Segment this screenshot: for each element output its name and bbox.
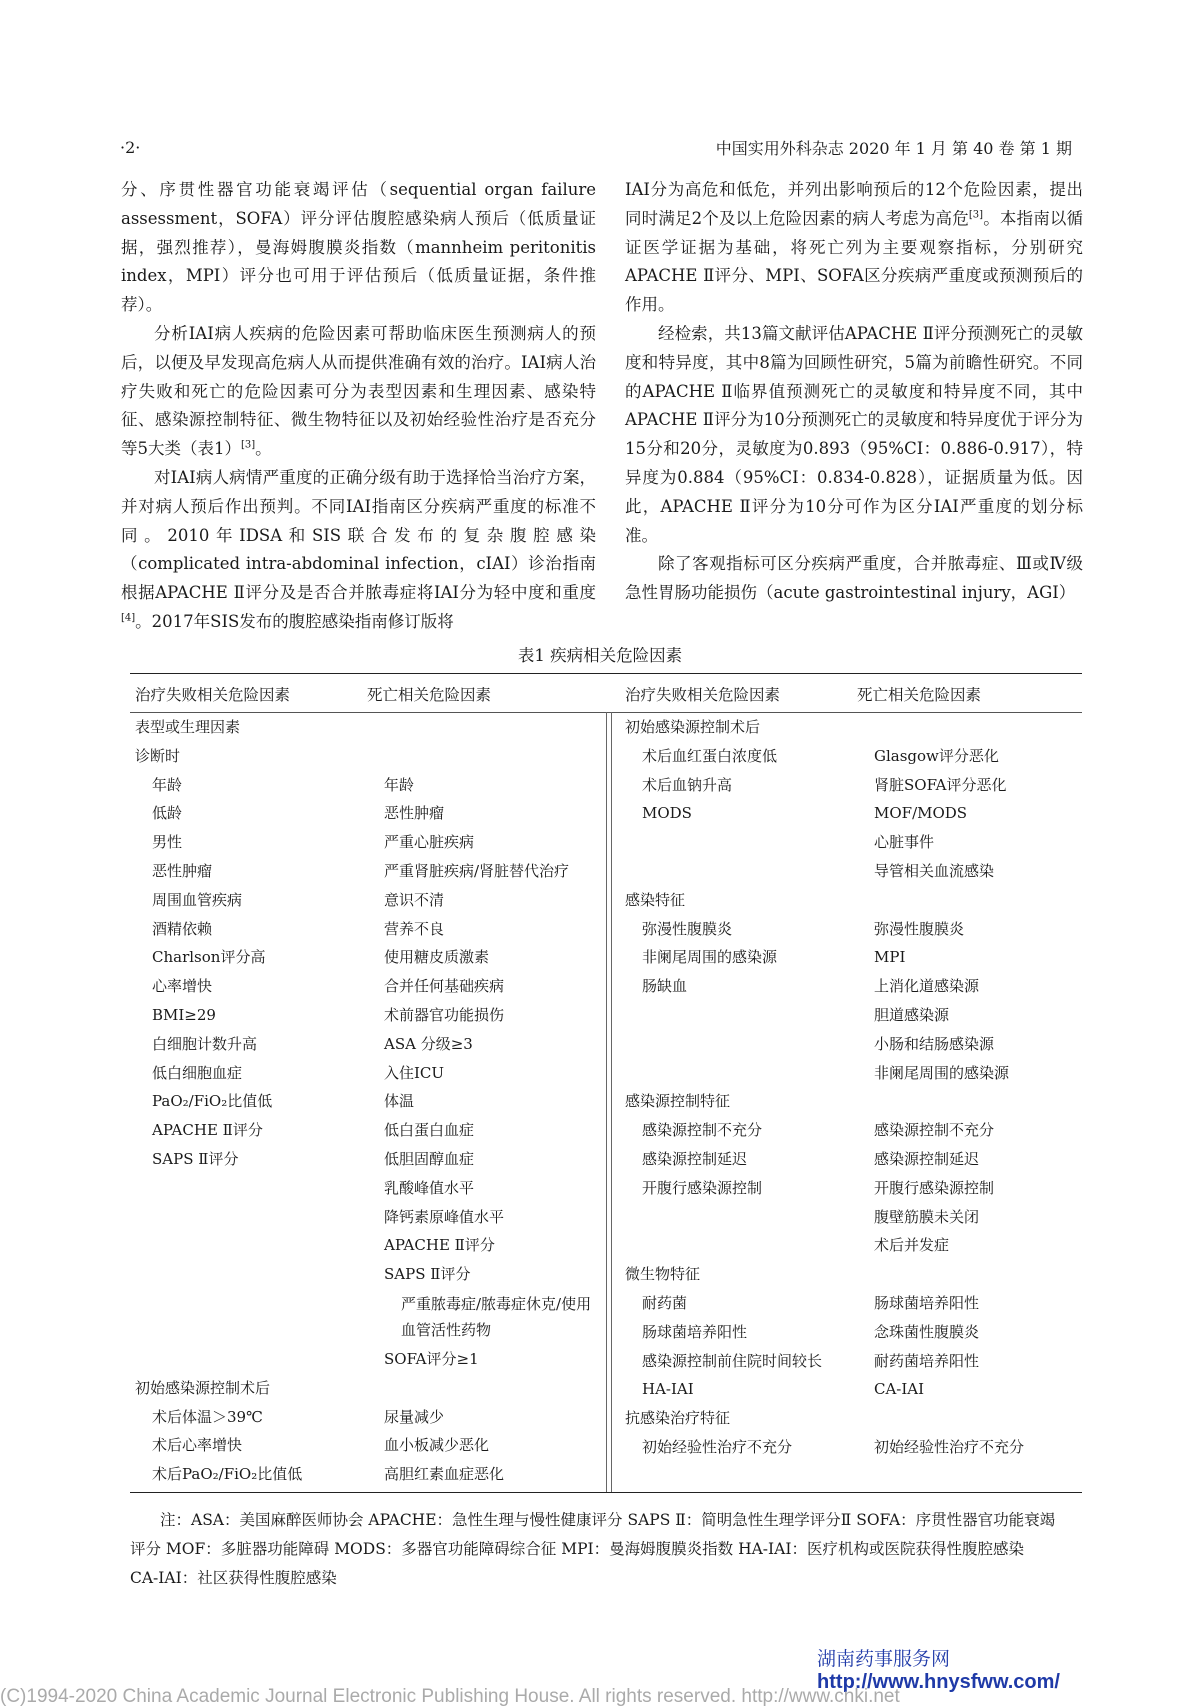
note-line: 评分 MOF：多脏器功能障碍 MODS：多器官功能障碍综合征 MPI：曼海姆腹膜炎指数 HA-IAI：医疗机构或医院获得性腹腔感染: [130, 1540, 1024, 1558]
table-row: [625, 1404, 1080, 1433]
death-risk-cell: 感染源控制不充分: [874, 1121, 995, 1140]
failure-risk-cell: 抗感染治疗特征: [625, 1409, 731, 1428]
table-row: [135, 799, 595, 828]
table-row: [135, 1030, 595, 1059]
death-risk-cell: 胆道感染源: [874, 1005, 950, 1024]
death-risk-cell: 年龄: [384, 775, 415, 794]
failure-risk-cell: MODS: [642, 804, 692, 823]
table-row: [135, 771, 595, 800]
table-row: [625, 713, 1080, 742]
failure-risk-cell: [625, 828, 874, 857]
death-risk-cell: 念珠菌性腹膜炎: [874, 1322, 980, 1341]
failure-risk-cell: 低白细胞血症: [152, 1063, 243, 1082]
failure-risk-cell: 肠缺血: [642, 977, 688, 996]
table-row: [135, 1289, 595, 1345]
note-line: CA-IAI：社区获得性腹腔感染: [130, 1569, 337, 1587]
death-risk-cell: 严重脓毒症/脓毒症休克/使用血管活性药物: [401, 1294, 592, 1339]
failure-risk-cell: 感染源控制特征: [625, 1092, 731, 1111]
failure-risk-cell: 感染源控制不充分: [642, 1121, 763, 1140]
paragraph: 除了客观指标可区分疾病严重度，合并脓毒症、Ⅲ或Ⅳ级急性胃肠功能损伤（acute gastrointestinal injury，AGI）: [625, 554, 1083, 603]
failure-risk-cell: 心率增快: [152, 977, 213, 996]
table-row: [135, 1231, 595, 1260]
death-risk-cell: 感染源控制延迟: [874, 1149, 980, 1168]
death-risk-cell: 营养不良: [384, 919, 445, 938]
failure-risk-cell: 年龄: [152, 775, 183, 794]
table-row: [625, 1059, 1080, 1088]
death-risk-cell: [857, 713, 1080, 742]
table-row: [135, 1460, 595, 1489]
death-risk-cell: MOF/MODS: [874, 804, 968, 823]
death-risk-cell: 上消化道感染源: [874, 977, 980, 996]
failure-risk-cell: 周围血管疾病: [152, 890, 243, 909]
failure-risk-cell: 微生物特征: [625, 1265, 701, 1284]
failure-risk-cell: 初始感染源控制术后: [135, 1378, 271, 1397]
failure-risk-cell: 低龄: [152, 804, 183, 823]
failure-risk-cell: 术后心率增快: [152, 1436, 243, 1455]
table-row: [135, 915, 595, 944]
journal-header: 中国实用外科杂志 2020 年 1 月 第 40 卷 第 1 期: [715, 139, 1072, 158]
table-row: [625, 1030, 1080, 1059]
failure-risk-cell: [135, 1345, 384, 1374]
death-risk-cell: 术后并发症: [874, 1236, 950, 1255]
failure-risk-cell: 弥漫性腹膜炎: [642, 919, 733, 938]
citation[interactable]: [3]: [968, 209, 984, 221]
death-risk-cell: 合并任何基础疾病: [384, 977, 505, 996]
table-left-half: [135, 713, 595, 1489]
table-row: [135, 1001, 595, 1030]
table-caption: 表1 疾病相关危险因素: [517, 646, 683, 665]
death-risk-cell: 非阑尾周围的感染源: [874, 1063, 1010, 1082]
column-divider: [606, 712, 612, 1492]
failure-risk-cell: [135, 1203, 384, 1232]
failure-risk-cell: 感染源控制延迟: [642, 1149, 748, 1168]
table-row: [135, 1059, 595, 1088]
table-row: [135, 1087, 595, 1116]
col-header: 死亡相关危险因素: [367, 686, 492, 704]
failure-risk-cell: 诊断时: [135, 746, 181, 765]
table-row: [625, 857, 1080, 886]
col-header: 治疗失败相关危险因素: [135, 686, 291, 704]
death-risk-cell: SAPS Ⅱ评分: [384, 1265, 471, 1284]
death-risk-cell: APACHE Ⅱ评分: [384, 1236, 495, 1255]
death-risk-cell: 体温: [384, 1092, 415, 1111]
table-row: [135, 943, 595, 972]
death-risk-cell: 小肠和结肠感染源: [874, 1034, 995, 1053]
table-row: [135, 742, 595, 771]
table-note: [130, 1506, 1082, 1593]
col-header: 死亡相关危险因素: [857, 686, 982, 704]
table-row: [625, 1231, 1080, 1260]
failure-risk-cell: 酒精依赖: [152, 919, 213, 938]
table-row: [625, 771, 1080, 800]
death-risk-cell: 降钙素原峰值水平: [384, 1207, 505, 1226]
death-risk-cell: 严重肾脏疾病/肾脏替代治疗: [384, 861, 570, 880]
table-row: [625, 972, 1080, 1001]
death-risk-cell: [367, 742, 595, 771]
failure-risk-cell: [135, 1260, 384, 1289]
paragraph: 分、序贯性器官功能衰竭评估（sequential organ failure assessment，SOFA）评分评估腹腔感染病人预后（低质量证据，强烈推荐），曼海姆腹膜炎指数（mannheim peritonitis index，MPI）评分也可用于评估预后（低质量证据，条件推荐）。: [121, 180, 596, 315]
paragraph: 经检索，共13篇文献评估APACHE Ⅱ评分预测死亡的灵敏度和特异度，其中8篇为回顾性研究，5篇为前瞻性研究。不同的APACHE Ⅱ临界值预测死亡的灵敏度和特异度不同，其中APACHE Ⅱ评分为10分预测死亡的灵敏度和特异度优于评分为15分和20分，灵敏度为0.893（95%CI：0.886-0.917），特异度为0.884（95%CI：0.834-0.828），证据质量为低。因此，APACHE Ⅱ评分为10分可作为区分IAI严重度的划分标准。: [625, 323, 1083, 545]
table-row: [135, 857, 595, 886]
death-risk-cell: 肾脏SOFA评分恶化: [874, 775, 1007, 794]
death-risk-cell: 腹壁筋膜未关闭: [874, 1207, 980, 1226]
death-risk-cell: 尿量减少: [384, 1407, 445, 1426]
death-risk-cell: [857, 1404, 1080, 1433]
death-risk-cell: MPI: [874, 948, 906, 967]
copyright-footer: (C)1994-2020 China Academic Journal Electronic Publishing House. All rights reserved. http://www.cnki.net: [0, 1686, 900, 1707]
death-risk-cell: 低白蛋白血症: [384, 1121, 475, 1140]
table-row: [625, 1116, 1080, 1145]
death-risk-cell: 耐药菌培养阳性: [874, 1351, 980, 1370]
failure-risk-cell: 感染特征: [625, 890, 686, 909]
watermark-url[interactable]: http://www.hnysfww.com/: [817, 1671, 1060, 1693]
col-header: 治疗失败相关危险因素: [625, 686, 781, 704]
failure-risk-cell: BMI≥29: [152, 1005, 216, 1024]
death-risk-cell: 低胆固醇血症: [384, 1149, 475, 1168]
failure-risk-cell: [625, 1030, 874, 1059]
table-row: [625, 1318, 1080, 1347]
failure-risk-cell: 白细胞计数升高: [152, 1034, 258, 1053]
table-row: [135, 1345, 595, 1374]
citation[interactable]: [4]: [121, 612, 136, 624]
table-row: [625, 1289, 1080, 1318]
table-row: [135, 1174, 595, 1203]
table-row: [135, 1116, 595, 1145]
table-row: [625, 1347, 1080, 1376]
table-row: [135, 1403, 595, 1432]
failure-risk-cell: [625, 1203, 874, 1232]
table-row: [625, 1260, 1080, 1289]
table-row: [135, 1203, 595, 1232]
failure-risk-cell: 肠球菌培养阳性: [642, 1322, 748, 1341]
paragraph: 对IAI病人病情严重度的正确分级有助于选择恰当治疗方案，并对病人预后作出预判。不同IAI指南区分疾病严重度的标准不同。2010年IDSA和SIS联合发布的复杂腹腔感染（complicated intra-abdominal infection，cIAI）诊治指南根据APACHE Ⅱ评分及是否合并脓毒症将IAI分为轻中度和重度[4]。2017年SIS发布的腹腔感染指南修订版将: [121, 467, 596, 631]
table-row: [135, 886, 595, 915]
table-row: [625, 943, 1080, 972]
death-risk-cell: 意识不清: [384, 890, 445, 909]
failure-risk-cell: 表型或生理因素: [135, 718, 241, 736]
death-risk-cell: 开腹行感染源控制: [874, 1178, 995, 1197]
failure-risk-cell: 男性: [152, 833, 183, 852]
failure-risk-cell: 术后PaO₂/FiO₂比值低: [152, 1465, 303, 1484]
death-risk-cell: 恶性肿瘤: [384, 804, 445, 823]
death-risk-cell: 术前器官功能损伤: [384, 1005, 505, 1024]
failure-risk-cell: 非阑尾周围的感染源: [642, 948, 778, 967]
death-risk-cell: [367, 1374, 595, 1403]
death-risk-cell: 肠球菌培养阳性: [874, 1293, 980, 1312]
failure-risk-cell: [135, 1174, 384, 1203]
paragraph: 分析IAI病人疾病的危险因素可帮助临床医生预测病人的预后，以便及早发现高危病人从而提供准确有效的治疗。IAI病人治疗失败和死亡的危险因素可分为表型因素和生理因素、感染特征、感染源控制特征、微生物特征以及初始经验性治疗是否充分等5大类（表1）[3]。: [121, 323, 596, 459]
failure-risk-cell: 初始感染源控制术后: [625, 718, 761, 736]
paragraph: IAI分为高危和低危，并列出影响预后的12个危险因素，提出同时满足2个及以上危险因素的病人考虑为高危[3]。本指南以循证医学证据为基础，将死亡列为主要观察指标，分别研究APACHE Ⅱ评分、MPI、SOFA区分疾病严重度或预测预后的作用。: [625, 180, 1084, 315]
table-row: [135, 1145, 595, 1174]
death-risk-cell: 血小板减少恶化: [384, 1436, 490, 1455]
death-risk-cell: 心脏事件: [874, 833, 935, 852]
watermark-name: 湖南药事服务网: [817, 1648, 951, 1670]
failure-risk-cell: SAPS Ⅱ评分: [152, 1149, 239, 1168]
failure-risk-cell: 耐药菌: [642, 1293, 688, 1312]
death-risk-cell: 严重心脏疾病: [384, 833, 475, 852]
death-risk-cell: SOFA评分≥1: [384, 1349, 479, 1368]
failure-risk-cell: [625, 1231, 874, 1260]
table-row: [135, 1260, 595, 1289]
table-row: [135, 1374, 595, 1403]
death-risk-cell: Glasgow评分恶化: [874, 746, 999, 765]
table-row: [625, 828, 1080, 857]
failure-risk-cell: HA-IAI: [642, 1380, 694, 1399]
table-row: [135, 828, 595, 857]
death-risk-cell: 初始经验性治疗不充分: [874, 1437, 1025, 1456]
death-risk-cell: [857, 1260, 1080, 1289]
failure-risk-cell: 术后血钠升高: [642, 775, 733, 794]
table-row: [625, 799, 1080, 828]
note-line: 注：ASA：美国麻醉医师协会 APACHE：急性生理与慢性健康评分 SAPS Ⅱ：简明急性生理学评分Ⅱ SOFA：序贯性器官功能衰竭: [160, 1511, 1056, 1529]
death-risk-cell: 乳酸峰值水平: [384, 1178, 475, 1197]
failure-risk-cell: PaO₂/FiO₂比值低: [152, 1092, 273, 1111]
failure-risk-cell: APACHE Ⅱ评分: [152, 1121, 263, 1140]
death-risk-cell: 使用糖皮质激素: [384, 948, 490, 967]
death-risk-cell: CA-IAI: [874, 1380, 925, 1399]
failure-risk-cell: 术后体温＞39℃: [152, 1407, 263, 1426]
table-row: [625, 1433, 1080, 1462]
table-row: [625, 886, 1080, 915]
table-row: [625, 1203, 1080, 1232]
failure-risk-cell: [625, 1001, 874, 1030]
death-risk-cell: [367, 713, 595, 742]
death-risk-cell: 高胆红素血症恶化: [384, 1465, 505, 1484]
failure-risk-cell: [625, 857, 874, 886]
death-risk-cell: ASA 分级≥3: [384, 1034, 473, 1053]
failure-risk-cell: [625, 1059, 874, 1088]
failure-risk-cell: [135, 1289, 384, 1345]
table-row: [625, 1174, 1080, 1203]
table-row: [135, 1431, 595, 1460]
death-risk-cell: [857, 886, 1080, 915]
death-risk-cell: 入住ICU: [384, 1063, 445, 1082]
failure-risk-cell: 术后血红蛋白浓度低: [642, 746, 778, 765]
page-number: ·2·: [120, 138, 141, 157]
failure-risk-cell: 感染源控制前住院时间较长: [642, 1351, 823, 1370]
table-row: [625, 1145, 1080, 1174]
risk-factor-table: [130, 673, 1082, 1493]
failure-risk-cell: 开腹行感染源控制: [642, 1178, 763, 1197]
death-risk-cell: 弥漫性腹膜炎: [874, 919, 965, 938]
citation[interactable]: [3]: [241, 439, 256, 451]
table-right-half: [625, 713, 1080, 1462]
table-row: [625, 1087, 1080, 1116]
table-row: [625, 915, 1080, 944]
failure-risk-cell: 恶性肿瘤: [152, 861, 213, 880]
left-column: [121, 176, 596, 637]
death-risk-cell: [857, 1087, 1080, 1116]
table-row: [625, 1375, 1080, 1404]
failure-risk-cell: Charlson评分高: [152, 948, 266, 967]
death-risk-cell: 导管相关血流感染: [874, 861, 995, 880]
table-row: [135, 972, 595, 1001]
right-column: [625, 176, 1083, 608]
table-row: [135, 713, 595, 742]
failure-risk-cell: 初始经验性治疗不充分: [642, 1437, 793, 1456]
failure-risk-cell: [135, 1231, 384, 1260]
table-row: [625, 742, 1080, 771]
table-row: [625, 1001, 1080, 1030]
